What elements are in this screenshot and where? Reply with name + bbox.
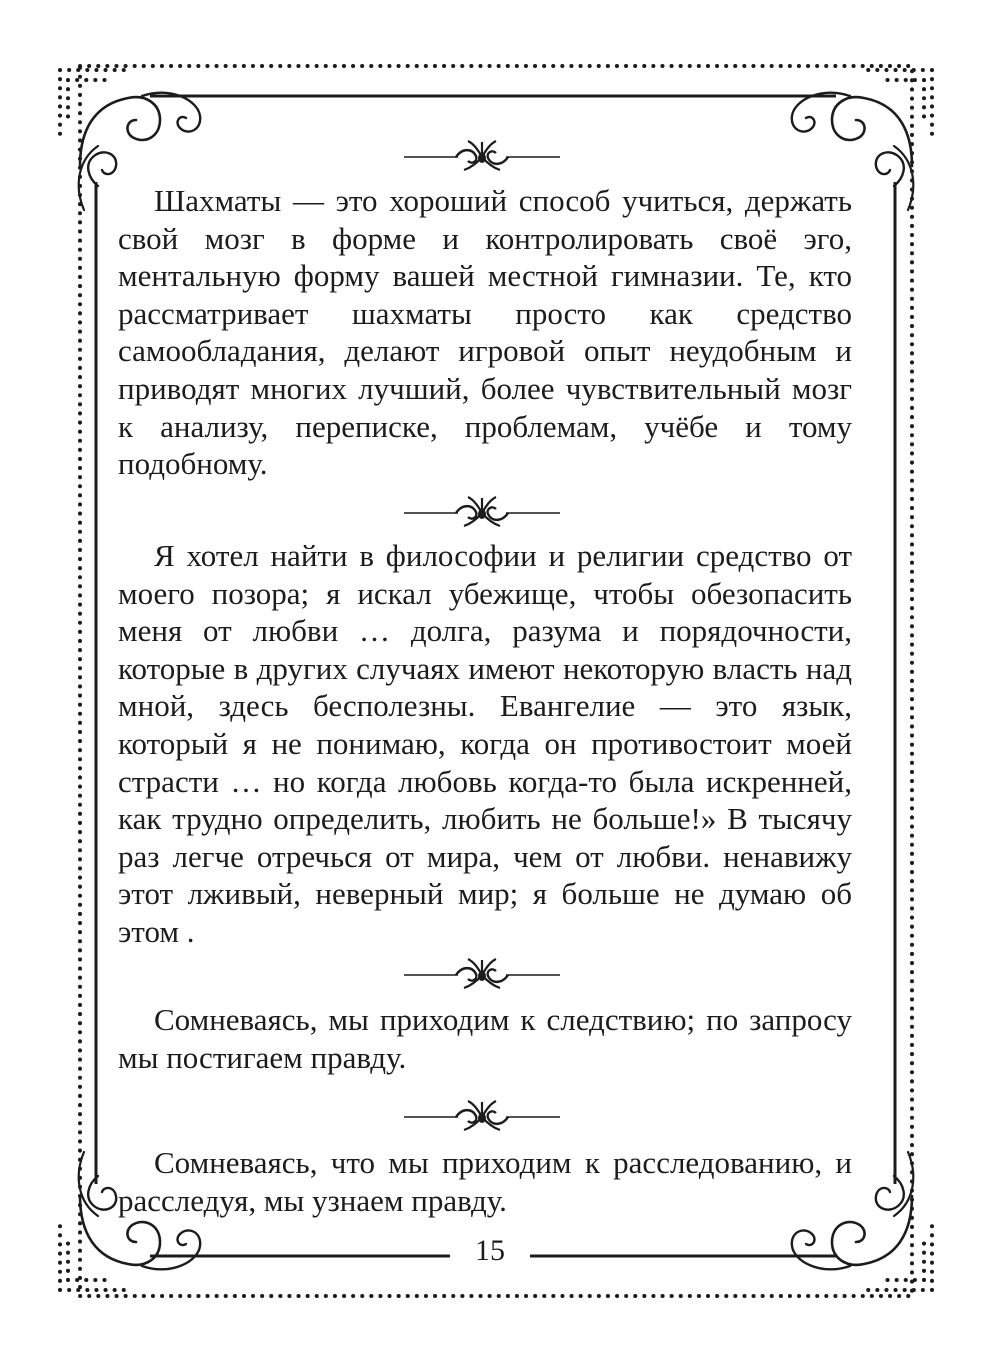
paragraph-philosophy: Я хотел найти в философии и религии средство от моего позора; я искал убежище, чтобы обезопасить меня от любви … долга, разума и порядочности, которые в других случаях имеют некоторую власть над мной, здесь бесполезны. Евангелие — это язык, который я не понимаю, когда он противостоит моей страсти … но когда любовь когда-то была искренней, как трудно определить, любить не больше!» В тысячу раз легче отречься от мира, чем от любви. ненавижу этот лживый, неверный мир; я больше не думаю об этом . (118, 538, 852, 949)
ornament-divider (404, 958, 560, 992)
ornament-divider (404, 496, 560, 530)
paragraph-doubt-1: Сомневаясь, мы приходим к следствию; по запросу мы постигаем правду. (118, 1002, 852, 1075)
page-number: 15 (450, 1234, 530, 1268)
paragraph-doubt-2: Сомневаясь, что мы приходим к расследованию, и расследуя, мы узнаем правду. (118, 1145, 852, 1218)
ornament-divider (404, 1100, 560, 1134)
ornament-divider (404, 140, 560, 174)
paragraph-chess: Шахматы — это хороший способ учиться, держать свой мозг в форме и контролировать своё эго, ментальную форму вашей местной гимназии. Те, кто рассматривает шахматы просто как средство самообладания, делают игровой опыт неудобным и приводят многих лучший, более чувствительный мозг к анализу, переписке, проблемам, учёбе и тому подобному. (118, 183, 852, 482)
